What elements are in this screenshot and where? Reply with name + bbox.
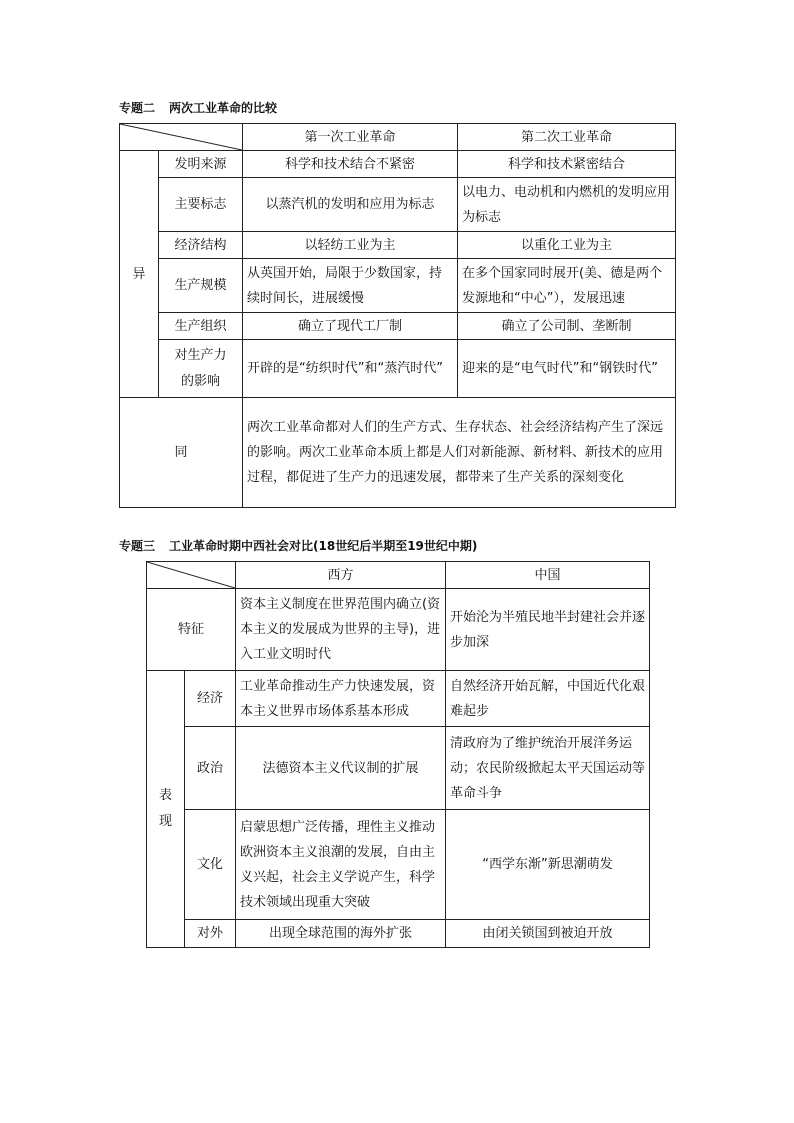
- table-row: [147, 727, 650, 810]
- column-header-west: 西方: [236, 562, 446, 589]
- table-row: [120, 313, 676, 340]
- header-corner-cell: [147, 562, 236, 589]
- table-row: [120, 232, 676, 259]
- header-corner-cell: [120, 124, 243, 151]
- diagonal-divider: [147, 562, 235, 588]
- table-row: [120, 259, 676, 313]
- row-aspect: 文化: [185, 810, 236, 920]
- section3-heading: 工业革命时期中西社会对比(18世纪后半期至19世纪中期): [169, 539, 478, 553]
- table-row: [120, 340, 676, 398]
- diagonal-divider: [120, 124, 242, 150]
- cell-west: 出现全球范围的海外扩张: [236, 920, 446, 948]
- table-row: [120, 398, 676, 508]
- cell-china: 开始沦为半殖民地半封建社会并逐步加深: [446, 589, 650, 671]
- comparison-table-west-china: [146, 561, 650, 948]
- cell-china: 自然经济开始瓦解，中国近代化艰难起步: [446, 671, 650, 727]
- section2-heading: 两次工业革命的比较: [169, 101, 278, 115]
- cell-second: 以电力、电动机和内燃机的发明应用为标志: [458, 178, 676, 232]
- table-row: [120, 151, 676, 178]
- row-aspect: 发明来源: [159, 151, 243, 178]
- group-label-char-1: 表: [158, 788, 172, 803]
- table-row: [147, 920, 650, 948]
- cell-west: 工业革命推动生产力快速发展，资本主义世界市场体系基本形成: [236, 671, 446, 727]
- table-row: [147, 810, 650, 920]
- row-aspect: 经济: [185, 671, 236, 727]
- table-row: [120, 178, 676, 232]
- comparison-table-industrial-revolutions: [119, 123, 676, 508]
- cell-second: 科学和技术紧密结合: [458, 151, 676, 178]
- cell-west: 法德资本主义代议制的扩展: [236, 727, 446, 810]
- cell-first: 开辟的是“纺织时代”和“蒸汽时代”: [243, 340, 458, 398]
- row-aspect: 生产组织: [159, 313, 243, 340]
- cell-first: 科学和技术结合不紧密: [243, 151, 458, 178]
- cell-first: 以蒸汽机的发明和应用为标志: [243, 178, 458, 232]
- section2-title: [119, 99, 277, 116]
- cell-second: 确立了公司制、垄断制: [458, 313, 676, 340]
- section3-title: [119, 537, 477, 554]
- column-header-first-revolution: 第一次工业革命: [243, 124, 458, 151]
- aspect-line-1: 对生产力: [174, 347, 227, 363]
- cell-china: “西学东渐”新思潮萌发: [446, 810, 650, 920]
- feature-label: 特征: [147, 589, 236, 671]
- row-aspect: 政治: [185, 727, 236, 810]
- table-row: [147, 671, 650, 727]
- cell-west: 启蒙思想广泛传播，理性主义推动欧洲资本主义浪潮的发展，自由主义兴起，社会主义学说产生，科学技术领域出现重大突破: [236, 810, 446, 920]
- row-aspect: 主要标志: [159, 178, 243, 232]
- cell-first: 以轻纺工业为主: [243, 232, 458, 259]
- group-label-differences: 异: [120, 151, 159, 398]
- section3-label: 专题三: [119, 539, 156, 553]
- cell-china: 清政府为了维护统治开展洋务运动；农民阶级掀起太平天国运动等革命斗争: [446, 727, 650, 810]
- table-row: [147, 589, 650, 671]
- group-label-similarities: 同: [120, 398, 243, 508]
- cell-second: 以重化工业为主: [458, 232, 676, 259]
- cell-first: 确立了现代工厂制: [243, 313, 458, 340]
- aspect-line-2: 的影响: [180, 373, 220, 389]
- cell-west: 资本主义制度在世界范围内确立(资本主义的发展成为世界的主导)，进入工业文明时代: [236, 589, 446, 671]
- cell-china: 由闭关锁国到被迫开放: [446, 920, 650, 948]
- section2-label: 专题二: [119, 101, 156, 115]
- column-header-second-revolution: 第二次工业革命: [458, 124, 676, 151]
- column-header-china: 中国: [446, 562, 650, 589]
- cell-first: 从英国开始，局限于少数国家，持续时间长，进展缓慢: [243, 259, 458, 313]
- row-aspect: 经济结构: [159, 232, 243, 259]
- row-aspect: 生产规模: [159, 259, 243, 313]
- cell-second: 迎来的是“电气时代”和“钢铁时代”: [458, 340, 676, 398]
- similarities-text: 两次工业革命都对人们的生产方式、生存状态、社会经济结构产生了深远的影响。两次工业革命本质上都是人们对新能源、新材料、新技术的应用过程，都促进了生产力的迅速发展，都带来了生产关系的深刻变化: [243, 398, 676, 508]
- group-label-manifestations: [147, 671, 185, 948]
- row-aspect: 对外: [185, 920, 236, 948]
- group-label-char-2: 现: [158, 814, 172, 829]
- row-aspect: [159, 340, 243, 398]
- cell-second: 在多个国家同时展开(美、德是两个发源地和“中心”），发展迅速: [458, 259, 676, 313]
